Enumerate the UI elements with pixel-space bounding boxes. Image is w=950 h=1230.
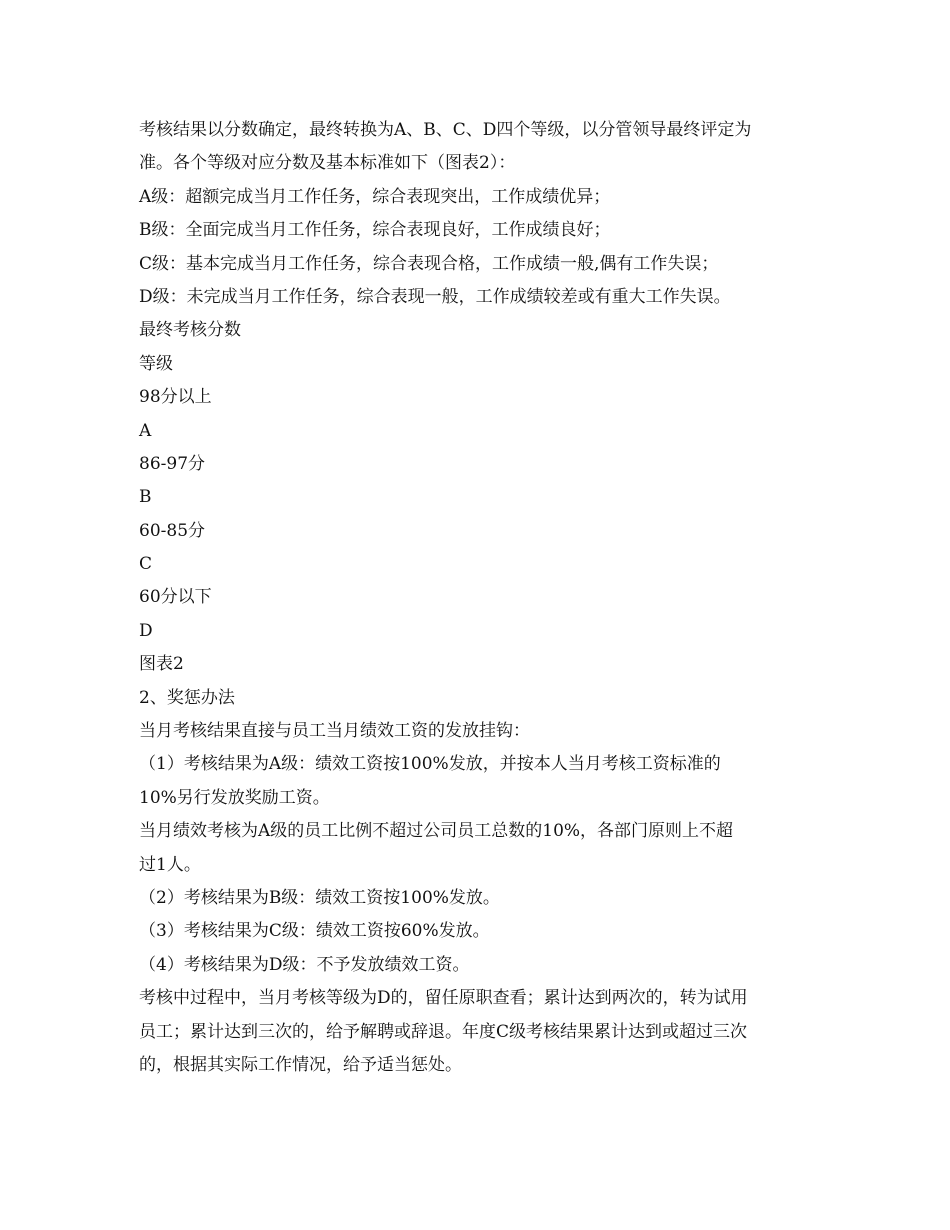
paragraph-line: 当月考核结果直接与员工当月绩效工资的发放挂钩： bbox=[139, 721, 530, 742]
section-heading: 2、奖惩办法 bbox=[139, 687, 235, 708]
grade-b-criteria: B级：全面完成当月工作任务，综合表现良好，工作成绩良好； bbox=[139, 220, 611, 241]
table-header-score: 最终考核分数 bbox=[139, 320, 241, 341]
reward-rule-b: （2）考核结果为B级：绩效工资按100%发放。 bbox=[139, 887, 500, 908]
grade-a-criteria: A级：超额完成当月工作任务，综合表现突出，工作成绩优异； bbox=[139, 186, 611, 207]
paragraph-line: 当月绩效考核为A级的员工比例不超过公司员工总数的10%，各部门原则上不超 bbox=[139, 821, 734, 842]
table-cell-score: 60-85分 bbox=[139, 520, 206, 541]
table-cell-score: 86-97分 bbox=[139, 453, 206, 474]
grade-d-criteria: D级：未完成当月工作任务，综合表现一般，工作成绩较差或有重大工作失误。 bbox=[139, 286, 731, 307]
paragraph-line: 考核结果以分数确定，最终转换为A、B、C、D四个等级，以分管领导最终评定为 bbox=[139, 120, 752, 140]
table-cell-grade: D bbox=[139, 620, 153, 641]
paragraph-line: 过1人。 bbox=[139, 854, 201, 875]
table-cell-grade: B bbox=[139, 487, 152, 508]
reward-rule-c: （3）考核结果为C级：绩效工资按60%发放。 bbox=[139, 921, 490, 942]
table-cell-score: 98分以上 bbox=[139, 387, 212, 408]
reward-rule-d: （4）考核结果为D级：不予发放绩效工资。 bbox=[139, 954, 470, 975]
table-caption: 图表2 bbox=[139, 654, 184, 675]
document-body bbox=[139, 114, 819, 1082]
paragraph-line: 员工；累计达到三次的，给予解聘或辞退。年度C级考核结果累计达到或超过三次 bbox=[139, 1021, 748, 1042]
reward-rule-a: （1）考核结果为A级：绩效工资按100%发放，并按本人当月考核工资标准的 bbox=[139, 754, 721, 775]
paragraph-line: 的，根据其实际工作情况，给予适当惩处。 bbox=[139, 1054, 462, 1075]
paragraph-line: 考核中过程中，当月考核等级为D的，留任原职查看；累计达到两次的，转为试用 bbox=[139, 988, 748, 1009]
table-cell-grade: C bbox=[139, 554, 153, 575]
paragraph-line: 准。各个等级对应分数及基本标准如下（图表2）： bbox=[139, 153, 516, 174]
grade-c-criteria: C级：基本完成当月工作任务，综合表现合格，工作成绩一般,偶有工作失误； bbox=[139, 253, 719, 274]
table-header-grade: 等级 bbox=[139, 353, 173, 374]
table-cell-grade: A bbox=[139, 420, 152, 441]
reward-rule-a-cont: 10%另行发放奖励工资。 bbox=[139, 787, 330, 808]
table-cell-score: 60分以下 bbox=[139, 587, 212, 608]
